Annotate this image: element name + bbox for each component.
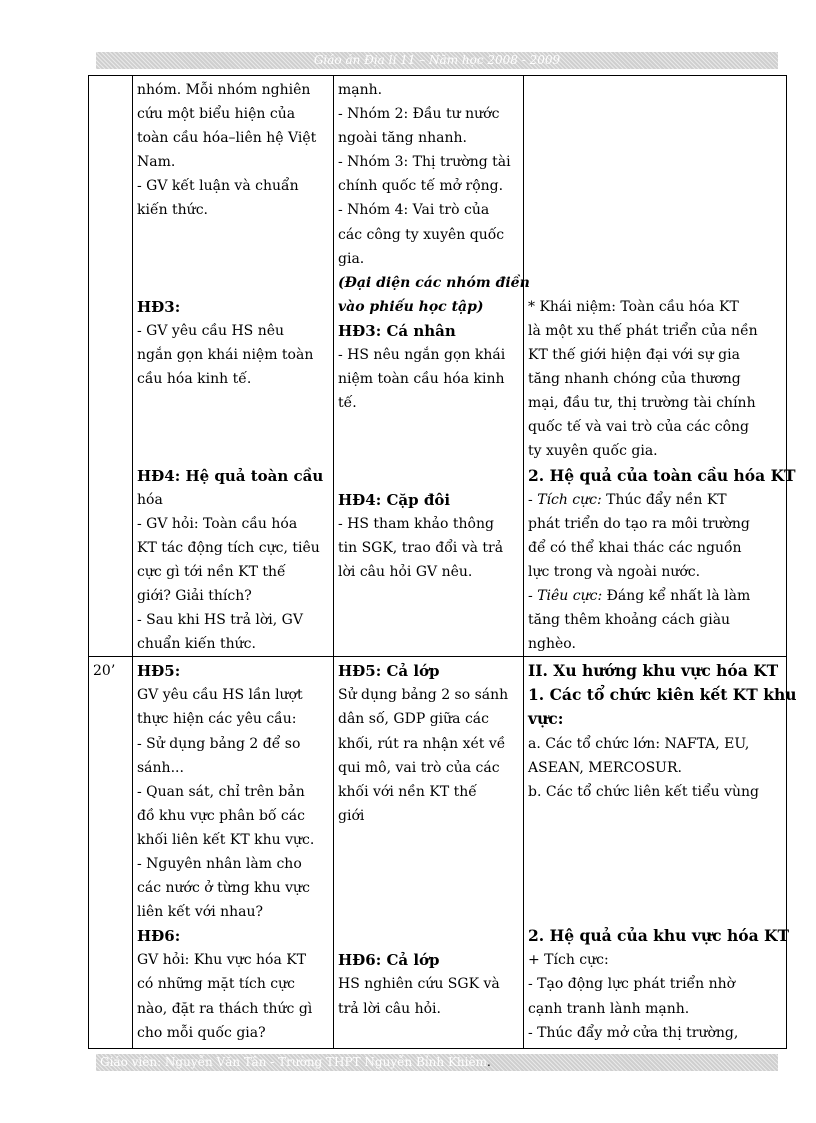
subsection-heading: 1. Các tổ chức kiên kết KT khu <box>528 685 797 705</box>
text-line: HĐ4: Hệ quả toàn cầu <box>137 466 324 485</box>
negative-text: Đáng kể nhất là làm <box>602 587 751 604</box>
negative-label: Tiêu cực: <box>537 587 603 604</box>
positive-text: Thúc đẩy nền KT <box>601 491 727 508</box>
text-line: đồ khu vực phân bố các <box>137 807 305 824</box>
section-heading: 2. Hệ quả của toàn cầu hóa KT <box>528 465 796 485</box>
blank-line <box>137 415 329 439</box>
text-line: tế. <box>338 395 357 412</box>
text-line: HS nghiên cứu SGK và <box>338 976 500 993</box>
time-cell: 20’ <box>89 657 133 1049</box>
text-line: HĐ6: <box>137 927 181 946</box>
content-cell <box>524 657 797 1049</box>
text-line: hóa <box>137 491 163 508</box>
text-line: KT thế giới hiện đại với sự gia <box>528 347 740 364</box>
positive-effect: - Tích cực: Thúc đẩy nền KT <box>528 491 727 508</box>
text-line: niệm toàn cầu hóa kinh <box>338 371 505 388</box>
text-line: * Khái niệm: Toàn cầu hóa KT <box>528 298 739 315</box>
text-line: giới? Giải thích? <box>137 587 252 604</box>
blank-line <box>137 271 329 295</box>
text-line: giới <box>338 807 365 824</box>
blank-line <box>338 415 519 439</box>
text-line: khối với nền KT thế <box>338 783 477 800</box>
text-line: chính quốc tế mở rộng. <box>338 178 504 195</box>
student-activity-cell <box>334 657 524 1049</box>
text-line: - HS tham khảo thông <box>338 515 494 532</box>
text-line: a. Các tổ chức lớn: NAFTA, EU, <box>528 735 750 752</box>
text-line: lực trong và ngoài nước. <box>528 563 701 580</box>
text-line: mạnh. <box>338 82 383 98</box>
text-line: tăng thêm khoảng cách giàu <box>528 612 731 629</box>
text-line: liên kết với nhau? <box>137 904 264 921</box>
text-line: GV hỏi: Khu vực hóa KT <box>137 952 307 969</box>
text-line: ngắn gọn khái niệm toàn <box>137 347 314 364</box>
text-line: toàn cầu hóa–liên hệ Việt <box>137 130 317 147</box>
text-line: - Sau khi HS trả lời, GV <box>137 612 303 629</box>
text-line: - HS nêu ngắn gọn khái <box>338 347 506 364</box>
footer-trail: . <box>486 1055 491 1069</box>
blank-line <box>338 852 519 876</box>
text-line: HĐ3: <box>137 297 181 316</box>
blank-line <box>338 464 519 488</box>
blank-line <box>137 247 329 271</box>
text-line: + Tích cực: <box>528 952 609 969</box>
text-line: b. Các tổ chức liên kết tiểu vùng <box>528 783 759 800</box>
text-line: để có thể khai thác các nguồn <box>528 539 742 556</box>
text-line: khối liên kết KT khu vực. <box>137 831 315 848</box>
content-cell <box>524 76 796 657</box>
text-line: - GV kết luận và chuẩn <box>137 178 299 195</box>
text-line: KT tác động tích cực, tiêu <box>137 539 320 556</box>
text-line: quốc tế và vai trò của các công <box>528 419 749 436</box>
blank-line <box>137 391 329 415</box>
blank-line <box>338 924 519 948</box>
text-line: chuẩn kiến thức. <box>137 636 256 653</box>
text-line: cực gì tới nền KT thế <box>137 563 286 580</box>
blank-line <box>137 223 329 247</box>
text-line: kiến thức. <box>137 202 208 219</box>
subsection-heading: 2. Hệ quả của khu vực hóa KT <box>528 926 790 946</box>
text-line: Nam. <box>137 154 176 171</box>
text-line: (Đại diện các nhóm điền <box>338 274 530 291</box>
text-line: - Sử dụng bảng 2 để so <box>137 735 301 752</box>
section-heading: II. Xu hướng khu vực hóa KT <box>528 661 779 681</box>
blank-line <box>338 439 519 463</box>
text-line: gia. <box>338 250 365 267</box>
text-line: Sử dụng bảng 2 so sánh <box>338 687 509 704</box>
blank-line <box>338 876 519 900</box>
lesson-table <box>88 75 797 1049</box>
table-row <box>89 657 787 1049</box>
blank-line <box>338 828 519 852</box>
teacher-activity-cell <box>133 657 334 1049</box>
text-line: - Thúc đẩy mở cửa thị trường, <box>528 1024 739 1041</box>
text-line: tăng nhanh chóng của thương <box>528 371 741 388</box>
text-line: - Quan sát, chỉ trên bản <box>137 783 305 800</box>
text-line: lời câu hỏi GV nêu. <box>338 563 473 580</box>
concept-definition <box>528 295 782 464</box>
footer-text: Giáo viên: Nguyễn Văn Tân - Trường THPT Nguyễn Bỉnh Khiêm <box>100 1055 487 1069</box>
text-line: nhóm. Mỗi nhóm nghiên <box>137 82 311 98</box>
text-line: HĐ3: Cá nhân <box>338 321 456 340</box>
student-activity-cell <box>334 76 530 657</box>
text-line: tin SGK, trao đổi và trả <box>338 539 504 556</box>
text-line: nào, đặt ra thách thức gì <box>137 1000 313 1017</box>
text-line: HĐ5: <box>137 662 181 681</box>
text-line: là một xu thế phát triển của nền <box>528 322 758 339</box>
subsection-heading: vực: <box>528 709 564 729</box>
negative-effect: - Tiêu cực: Đáng kể nhất là làm <box>528 587 751 604</box>
text-line: - GV yêu cầu HS nêu <box>137 322 285 339</box>
text-line: HĐ4: Cặp đôi <box>338 490 451 509</box>
text-line: dân số, GDP giữa các <box>338 711 489 728</box>
text-line: - Nguyên nhân làm cho <box>137 856 302 872</box>
text-line: cầu hóa kinh tế. <box>137 371 252 388</box>
text-line: khối, rút ra nhận xét về <box>338 735 506 752</box>
blank-line <box>338 900 519 924</box>
page-footer <box>96 1054 778 1071</box>
text-line: có những mặt tích cực <box>137 976 296 993</box>
text-line: - Nhóm 3: Thị trường tài <box>338 154 511 171</box>
text-line: qui mô, vai trò của các <box>338 759 500 776</box>
text-line: ty xuyên quốc gia. <box>528 443 658 460</box>
text-line: thực hiện các yêu cầu: <box>137 711 297 728</box>
text-line: mại, đầu tư, thị trường tài chính <box>528 395 756 412</box>
time-cell <box>89 76 133 657</box>
text-line: các công ty xuyên quốc <box>338 226 505 243</box>
text-line: GV yêu cầu HS lần lượt <box>137 687 303 704</box>
text-line: trả lời câu hỏi. <box>338 1000 441 1017</box>
text-line: cạnh tranh lành mạnh. <box>528 1000 690 1017</box>
text-line: cứu một biểu hiện của <box>137 106 296 123</box>
text-line: phát triển do tạo ra môi trường <box>528 515 750 532</box>
blank-line <box>137 439 329 463</box>
text-line: - GV hỏi: Toàn cầu hóa <box>137 515 298 532</box>
text-line: HĐ5: Cả lớp <box>338 662 440 681</box>
text-line: vào phiếu học tập) <box>338 298 484 315</box>
text-line: nghèo. <box>528 636 576 653</box>
text-line: - Nhóm 2: Đầu tư nước <box>338 106 500 123</box>
text-line: HĐ6: Cả lớp <box>338 951 440 970</box>
positive-label: Tích cực: <box>537 491 602 508</box>
text-line: sánh... <box>137 759 184 776</box>
text-line: cho mỗi quốc gia? <box>137 1024 266 1041</box>
text-line: các nước ở từng khu vực <box>137 880 310 897</box>
text-line: ASEAN, MERCOSUR. <box>528 759 682 776</box>
text-line: ngoài tăng nhanh. <box>338 130 467 147</box>
text-line: - Nhóm 4: Vai trò của <box>338 202 490 219</box>
page-header: Giáo án Địa lí 11 – Năm học 2008 - 2009 <box>96 52 778 69</box>
text-line: - Tạo động lực phát triển nhờ <box>528 976 736 993</box>
table-row <box>89 76 787 657</box>
teacher-activity-cell <box>133 76 334 657</box>
